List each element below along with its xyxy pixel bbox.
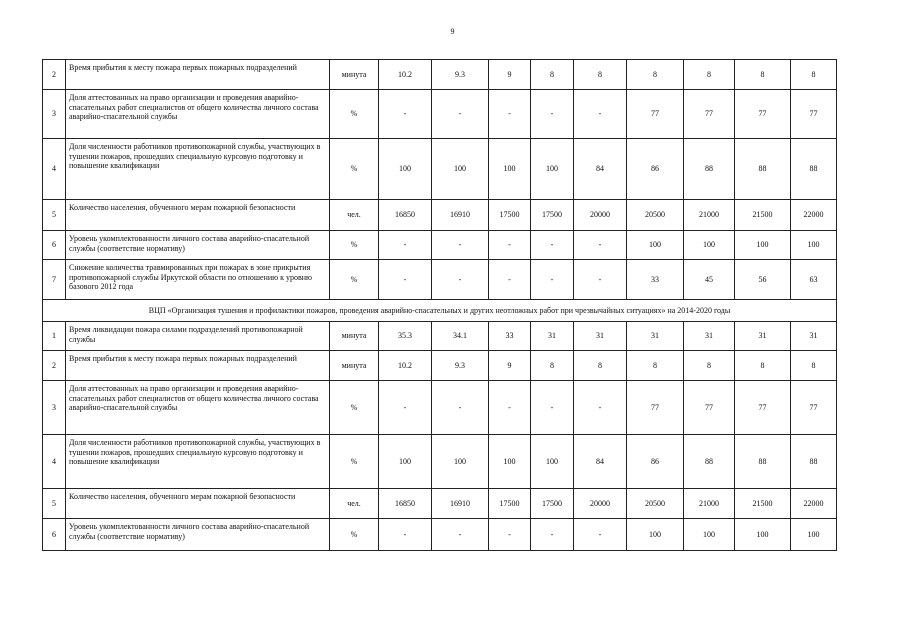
- indicator-value: -: [574, 381, 627, 435]
- indicator-name: Доля аттестованных на право организации и проведения аварийно-спасательных работ специалистов от общего количества личного состава аварийно-спасательной службы: [66, 90, 330, 139]
- indicator-value: 100: [489, 139, 531, 200]
- indicator-value: -: [432, 260, 489, 300]
- indicator-name: Доля численности работников противопожарной службы, участвующих в тушении пожаров, прошедших специальную курсовую подготовку и повышение квалификации: [66, 435, 330, 489]
- indicator-value: 100: [791, 519, 837, 551]
- indicator-value: 31: [627, 322, 684, 351]
- indicator-value: 100: [627, 519, 684, 551]
- indicator-unit: чел.: [330, 489, 379, 519]
- indicator-value: 8: [627, 60, 684, 90]
- indicator-value: 77: [791, 381, 837, 435]
- indicator-value: 33: [489, 322, 531, 351]
- table-row: [43, 351, 837, 381]
- indicator-value: -: [489, 381, 531, 435]
- indicator-value: -: [432, 381, 489, 435]
- table-body-top: [43, 60, 837, 300]
- indicator-value: -: [531, 260, 574, 300]
- indicator-name: Доля аттестованных на право организации и проведения аварийно-спасательных работ специалистов от общего количества личного состава аварийно-спасательной службы: [66, 381, 330, 435]
- row-number: 3: [43, 381, 66, 435]
- indicator-value: 77: [791, 90, 837, 139]
- indicator-name: Количество населения, обученного мерам пожарной безопасности: [66, 489, 330, 519]
- indicator-value: -: [379, 519, 432, 551]
- indicator-value: -: [531, 231, 574, 260]
- indicator-name: Снижение количества травмированных при пожарах в зоне прикрытия противопожарной службы Иркутской области по отношению к уровню базового 2012 года: [66, 260, 330, 300]
- indicator-unit: %: [330, 260, 379, 300]
- indicator-value: 9.3: [432, 351, 489, 381]
- row-number: 4: [43, 139, 66, 200]
- indicator-value: 17500: [489, 200, 531, 231]
- indicator-value: 88: [684, 139, 735, 200]
- indicator-value: 21500: [735, 200, 791, 231]
- table-row: [43, 260, 837, 300]
- indicator-name: Время прибытия к месту пожара первых пожарных подразделений: [66, 60, 330, 90]
- row-number: 6: [43, 519, 66, 551]
- indicator-value: -: [531, 90, 574, 139]
- indicator-name: Уровень укомплектованности личного состава аварийно-спасательной службы (соответствие нормативу): [66, 231, 330, 260]
- indicator-value: 100: [531, 139, 574, 200]
- indicator-value: 17500: [489, 489, 531, 519]
- indicator-value: 35.3: [379, 322, 432, 351]
- indicator-value: -: [379, 260, 432, 300]
- indicator-unit: %: [330, 519, 379, 551]
- indicator-value: 31: [574, 322, 627, 351]
- indicator-value: 100: [432, 435, 489, 489]
- indicator-value: 86: [627, 435, 684, 489]
- indicator-value: 8: [791, 60, 837, 90]
- indicator-value: -: [379, 231, 432, 260]
- indicator-value: -: [531, 381, 574, 435]
- indicator-value: 31: [531, 322, 574, 351]
- row-number: 3: [43, 90, 66, 139]
- indicator-unit: %: [330, 139, 379, 200]
- indicator-value: -: [379, 381, 432, 435]
- indicator-value: 20500: [627, 489, 684, 519]
- indicator-value: -: [432, 519, 489, 551]
- table-row: [43, 60, 837, 90]
- indicator-unit: минута: [330, 351, 379, 381]
- indicator-unit: минута: [330, 322, 379, 351]
- indicator-value: 31: [735, 322, 791, 351]
- indicator-name: Доля численности работников противопожарной службы, участвующих в тушении пожаров, прошедших специальную курсовую подготовку и повышение квалификации: [66, 139, 330, 200]
- section-title: ВЦП «Организация тушения и профилактики пожаров, проведения аварийно-спасательных и других неотложных работ при чрезвычайных ситуациях» на 2014-2020 годы: [43, 300, 837, 322]
- row-number: 2: [43, 351, 66, 381]
- table-row: [43, 519, 837, 551]
- indicator-value: 100: [432, 139, 489, 200]
- indicator-value: 8: [735, 60, 791, 90]
- table-row: [43, 322, 837, 351]
- indicator-unit: чел.: [330, 200, 379, 231]
- indicator-value: -: [574, 260, 627, 300]
- indicator-value: 100: [791, 231, 837, 260]
- indicator-value: 16850: [379, 200, 432, 231]
- indicator-value: 86: [627, 139, 684, 200]
- indicator-value: 16850: [379, 489, 432, 519]
- indicator-value: -: [489, 519, 531, 551]
- indicator-value: 8: [684, 351, 735, 381]
- row-number: 1: [43, 322, 66, 351]
- indicator-value: 45: [684, 260, 735, 300]
- indicator-value: 77: [735, 90, 791, 139]
- indicator-value: -: [574, 519, 627, 551]
- indicator-value: 8: [531, 351, 574, 381]
- indicator-value: 20500: [627, 200, 684, 231]
- indicator-value: 33: [627, 260, 684, 300]
- indicator-name: Количество населения, обученного мерам пожарной безопасности: [66, 200, 330, 231]
- indicator-value: 100: [531, 435, 574, 489]
- indicator-value: 20000: [574, 489, 627, 519]
- indicator-value: 8: [531, 60, 574, 90]
- row-number: 5: [43, 200, 66, 231]
- indicator-value: 9: [489, 60, 531, 90]
- indicator-value: -: [489, 231, 531, 260]
- indicator-value: 21000: [684, 489, 735, 519]
- indicator-value: 20000: [574, 200, 627, 231]
- indicator-value: 88: [684, 435, 735, 489]
- table-row: [43, 139, 837, 200]
- indicator-value: -: [379, 90, 432, 139]
- indicator-value: 100: [735, 519, 791, 551]
- indicator-value: 100: [684, 519, 735, 551]
- indicator-value: 84: [574, 139, 627, 200]
- indicator-value: 100: [735, 231, 791, 260]
- section-body: [43, 300, 837, 322]
- indicator-value: -: [432, 90, 489, 139]
- indicator-value: 8: [684, 60, 735, 90]
- indicator-unit: %: [330, 381, 379, 435]
- row-number: 6: [43, 231, 66, 260]
- indicator-unit: %: [330, 231, 379, 260]
- indicator-value: 100: [627, 231, 684, 260]
- indicator-value: 16910: [432, 200, 489, 231]
- indicator-unit: минута: [330, 60, 379, 90]
- table-row: [43, 435, 837, 489]
- section-header-row: [43, 300, 837, 322]
- page-number: 9: [450, 27, 455, 36]
- indicator-name: Время ликвидации пожара силами подразделений противопожарной службы: [66, 322, 330, 351]
- indicator-value: -: [432, 231, 489, 260]
- row-number: 7: [43, 260, 66, 300]
- indicator-value: 77: [735, 381, 791, 435]
- indicator-value: 100: [489, 435, 531, 489]
- table-row: [43, 381, 837, 435]
- table-row: [43, 231, 837, 260]
- indicator-value: 9.3: [432, 60, 489, 90]
- indicator-value: 31: [684, 322, 735, 351]
- indicator-value: 100: [684, 231, 735, 260]
- indicator-value: 8: [791, 351, 837, 381]
- indicator-value: 84: [574, 435, 627, 489]
- indicator-value: 21000: [684, 200, 735, 231]
- indicator-value: 10.2: [379, 60, 432, 90]
- indicator-value: 77: [684, 90, 735, 139]
- indicator-value: 10.2: [379, 351, 432, 381]
- indicator-value: 16910: [432, 489, 489, 519]
- indicator-value: 8: [574, 60, 627, 90]
- row-number: 5: [43, 489, 66, 519]
- indicator-value: 88: [735, 139, 791, 200]
- indicator-value: 88: [791, 435, 837, 489]
- indicator-value: -: [574, 90, 627, 139]
- indicator-value: -: [531, 519, 574, 551]
- indicator-value: -: [574, 231, 627, 260]
- indicator-value: 34.1: [432, 322, 489, 351]
- indicator-value: 8: [574, 351, 627, 381]
- indicator-value: 8: [627, 351, 684, 381]
- indicator-name: Время прибытия к месту пожара первых пожарных подразделений: [66, 351, 330, 381]
- indicator-value: 8: [735, 351, 791, 381]
- indicator-value: 63: [791, 260, 837, 300]
- indicator-value: 77: [627, 381, 684, 435]
- table-row: [43, 90, 837, 139]
- indicator-value: 88: [791, 139, 837, 200]
- indicator-value: 56: [735, 260, 791, 300]
- indicator-value: 100: [379, 139, 432, 200]
- indicator-value: 100: [379, 435, 432, 489]
- indicator-value: 22000: [791, 200, 837, 231]
- indicator-value: 31: [791, 322, 837, 351]
- indicator-unit: %: [330, 90, 379, 139]
- indicator-value: 17500: [531, 489, 574, 519]
- row-number: 4: [43, 435, 66, 489]
- indicator-unit: %: [330, 435, 379, 489]
- indicator-value: -: [489, 260, 531, 300]
- table-row: [43, 489, 837, 519]
- indicator-value: 9: [489, 351, 531, 381]
- indicator-value: 88: [735, 435, 791, 489]
- table-row: [43, 200, 837, 231]
- indicator-value: -: [489, 90, 531, 139]
- indicator-name: Уровень укомплектованности личного состава аварийно-спасательной службы (соответствие нормативу): [66, 519, 330, 551]
- indicator-value: 17500: [531, 200, 574, 231]
- table-body-bottom: [43, 322, 837, 551]
- indicator-value: 22000: [791, 489, 837, 519]
- indicator-value: 77: [684, 381, 735, 435]
- indicators-table: [42, 59, 837, 551]
- row-number: 2: [43, 60, 66, 90]
- indicator-value: 77: [627, 90, 684, 139]
- indicator-value: 21500: [735, 489, 791, 519]
